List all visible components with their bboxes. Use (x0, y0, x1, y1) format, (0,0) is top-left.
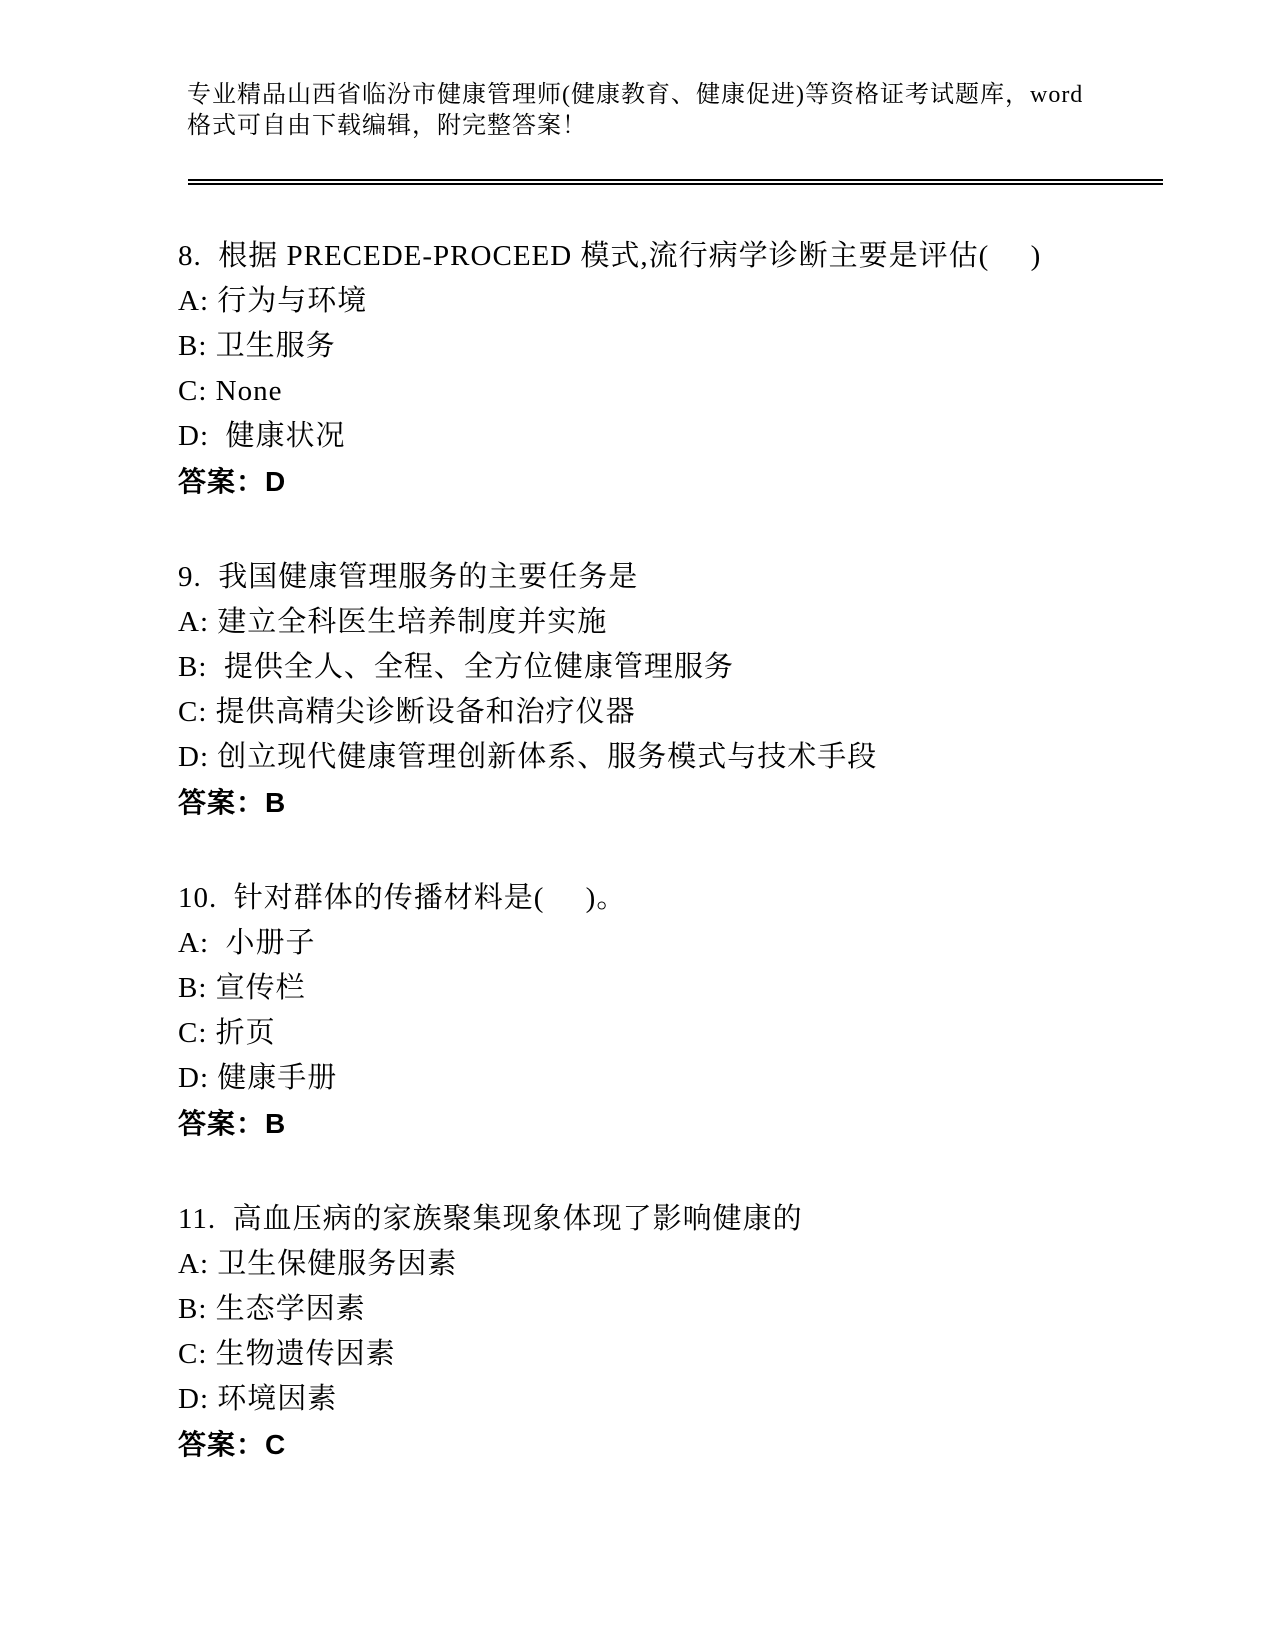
question-11-option-d: D: 环境因素 (178, 1383, 338, 1415)
question-10-option-a: A: 小册子 (178, 927, 316, 959)
question-11-option-b: B: 生态学因素 (178, 1293, 366, 1325)
question-list (178, 234, 1275, 1467)
question-10 (178, 876, 1275, 1146)
answer-value: C (265, 1429, 287, 1460)
header-text-line-2: 格式可自由下载编辑，附完整答案！ (187, 113, 587, 139)
answer-label: 答案： (178, 1108, 266, 1139)
answer-value: D (265, 466, 287, 497)
document-header (187, 0, 1185, 142)
question-9-title: 9. 我国健康管理服务的主要任务是 (178, 561, 639, 593)
question-8-option-b: B: 卫生服务 (178, 330, 336, 362)
question-8-answer-line (178, 459, 1275, 504)
question-10-option-b: B: 宣传栏 (178, 972, 306, 1004)
question-9-option-a: A: 建立全科医生培养制度并实施 (178, 606, 608, 638)
question-8-option-c: C: None (178, 375, 283, 407)
answer-label: 答案： (178, 787, 266, 818)
question-8-option-a: A: 行为与环境 (178, 285, 368, 317)
answer-value: B (265, 1108, 287, 1139)
question-9-answer-line (178, 780, 1275, 825)
question-11-answer-line (178, 1422, 1275, 1467)
question-9-option-b: B: 提供全人、全程、全方位健康管理服务 (178, 651, 734, 683)
question-11 (178, 1197, 1275, 1467)
question-8-title: 8. 根据 PRECEDE-PROCEED 模式,流行病学诊断主要是评估( ) (178, 240, 1042, 272)
question-10-option-c: C: 折页 (178, 1017, 276, 1049)
answer-value: B (265, 787, 287, 818)
question-8-option-d: D: 健康状况 (178, 420, 346, 452)
question-10-option-d: D: 健康手册 (178, 1062, 338, 1094)
answer-label: 答案： (178, 1429, 266, 1460)
question-11-option-c: C: 生物遗传因素 (178, 1338, 396, 1370)
question-8 (178, 234, 1275, 504)
question-10-title: 10. 针对群体的传播材料是( )。 (178, 882, 627, 914)
header-text-line-1: 专业精品山西省临汾市健康管理师(健康教育、健康促进)等资格证考试题库，word (187, 82, 1084, 108)
question-10-answer-line (178, 1101, 1275, 1146)
header-divider-rule (188, 179, 1163, 185)
question-9-option-c: C: 提供高精尖诊断设备和治疗仪器 (178, 696, 636, 728)
question-9-option-d: D: 创立现代健康管理创新体系、服务模式与技术手段 (178, 741, 878, 773)
answer-label: 答案： (178, 466, 266, 497)
question-9 (178, 555, 1275, 825)
question-11-title: 11. 高血压病的家族聚集现象体现了影响健康的 (178, 1203, 803, 1235)
question-11-option-a: A: 卫生保健服务因素 (178, 1248, 458, 1280)
